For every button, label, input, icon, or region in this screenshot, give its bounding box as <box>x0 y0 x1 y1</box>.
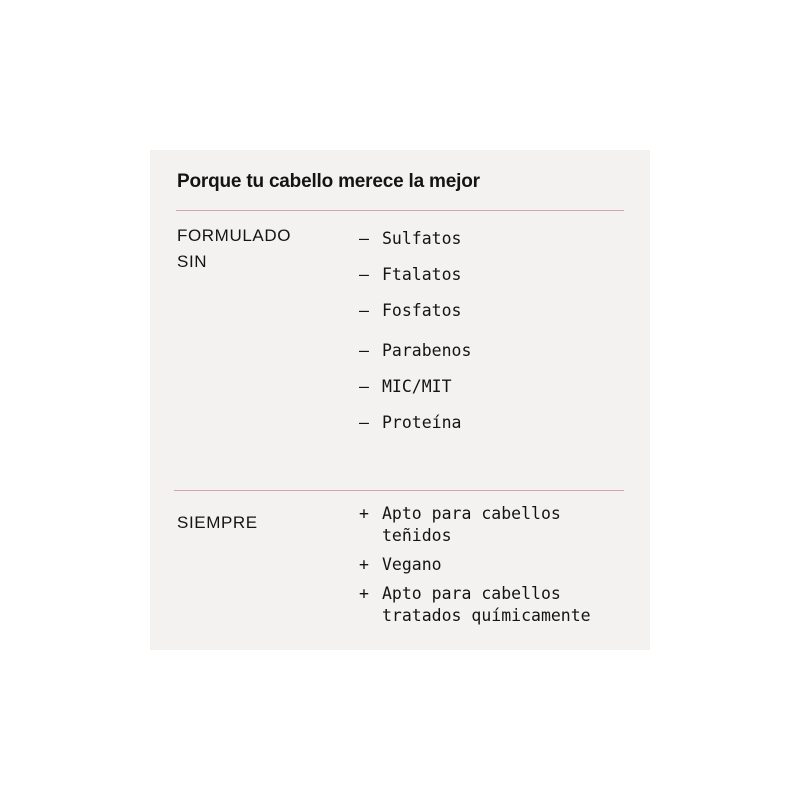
list-item: — MIC/MIT <box>359 377 452 396</box>
divider-middle <box>174 490 624 491</box>
card-title: Porque tu cabello merece la mejor <box>177 171 480 192</box>
dash-icon: — <box>359 377 369 396</box>
feature-card <box>150 150 650 650</box>
dash-icon: — <box>359 413 369 432</box>
formulado-sin-label: FORMULADO SIN <box>177 226 292 271</box>
siempre-label: SIEMPRE <box>177 513 258 532</box>
dash-icon: — <box>359 265 369 284</box>
dash-icon: — <box>359 341 369 360</box>
list-item: + Vegano <box>359 555 442 574</box>
plus-icon: + <box>359 504 369 523</box>
list-item: — Sulfatos <box>359 229 462 248</box>
list-item: — Proteína <box>359 413 462 432</box>
list-item: — Ftalatos <box>359 265 462 284</box>
divider-top <box>176 210 624 211</box>
dash-icon: — <box>359 301 369 320</box>
dash-icon: — <box>359 229 369 248</box>
list-item: + Apto para cabellos teñidos <box>359 504 561 545</box>
list-item: + Apto para cabellos tratados químicamente <box>359 584 591 625</box>
plus-icon: + <box>359 555 369 574</box>
list-item: — Fosfatos <box>359 301 462 320</box>
plus-icon: + <box>359 584 369 603</box>
list-item: — Parabenos <box>359 341 472 360</box>
